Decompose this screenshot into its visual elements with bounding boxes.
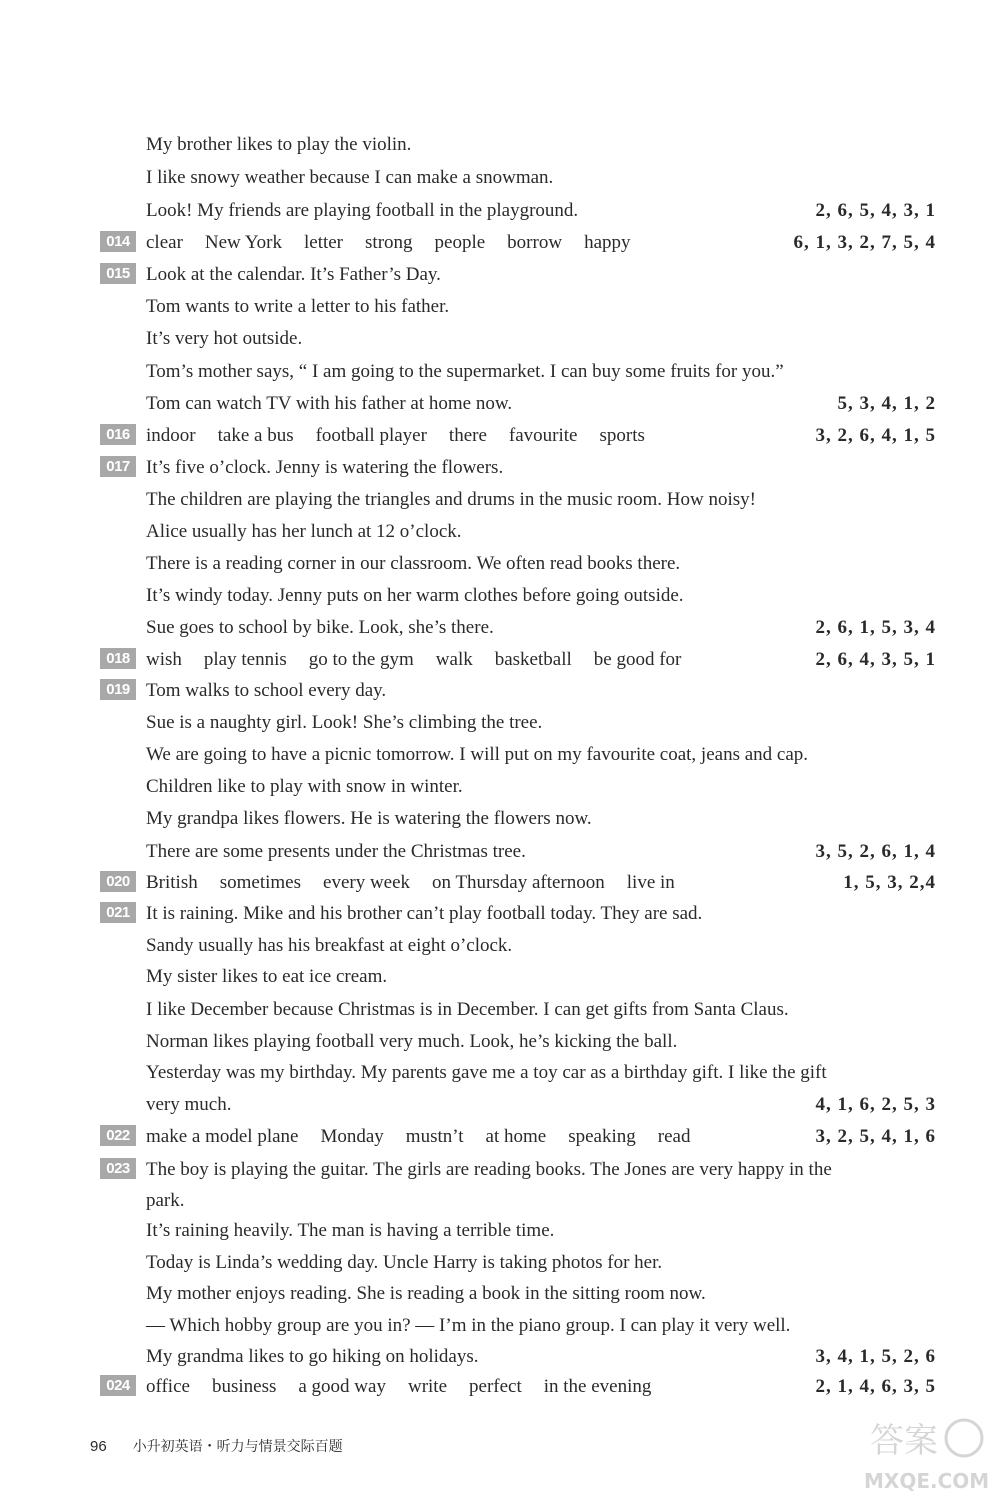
text-line — [0, 517, 1000, 549]
word-item: make a model plane — [146, 1126, 299, 1147]
line-text: Children like to play with snow in winter. — [146, 776, 463, 797]
line-text: Alice usually has her lunch at 12 o’clock. — [146, 521, 462, 542]
line-text: Tom wants to write a letter to his father. — [146, 296, 450, 317]
text-line — [0, 868, 1000, 900]
line-text: My grandma likes to go hiking on holidays. — [146, 1346, 479, 1367]
line-text: We are going to have a picnic tomorrow. I will put on my favourite coat, jeans and cap. — [146, 744, 809, 765]
word-item: borrow — [507, 232, 563, 253]
word-item: British — [146, 872, 198, 893]
answer-sequence: 3, 2, 5, 4, 1, 6 — [815, 1126, 936, 1147]
word-item: go to the gym — [308, 649, 414, 670]
text-line — [0, 962, 1000, 994]
text-line — [0, 196, 1000, 228]
line-text: Sue goes to school by bike. Look, she’s there. — [146, 617, 494, 638]
line-text: There is a reading corner in our classroom. We often read books there. — [146, 553, 681, 574]
word-item: speaking — [568, 1126, 636, 1147]
answer-sequence: 3, 5, 2, 6, 1, 4 — [815, 841, 936, 862]
word-list — [146, 421, 667, 451]
line-text: Sue is a naughty girl. Look! She’s climbing the tree. — [146, 712, 543, 733]
word-item: Monday — [320, 1126, 384, 1147]
text-line — [0, 899, 1000, 931]
word-item: write — [407, 1376, 448, 1397]
answer-sequence: 5, 3, 4, 1, 2 — [837, 393, 936, 414]
question-number: 019 — [100, 679, 136, 700]
line-text: Tom walks to school every day. — [146, 680, 387, 701]
line-text: Yesterday was my birthday. My parents gave me a toy car as a birthday gift. I like the gift — [146, 1062, 827, 1083]
line-text: Today is Linda’s wedding day. Uncle Harry is taking photos for her. — [146, 1252, 663, 1273]
word-item: mustn’t — [405, 1126, 464, 1147]
answer-sequence: 6, 1, 3, 2, 7, 5, 4 — [793, 232, 936, 253]
line-text: Tom’s mother says, “ I am going to the supermarket. I can buy some fruits for you.” — [146, 361, 784, 382]
watermark-logo — [860, 1408, 990, 1498]
word-list — [146, 1122, 712, 1152]
word-item: there — [448, 425, 487, 446]
question-number: 022 — [100, 1125, 136, 1146]
line-text: My grandpa likes flowers. He is watering the flowers now. — [146, 808, 592, 829]
answer-sequence: 3, 4, 1, 5, 2, 6 — [815, 1346, 936, 1367]
word-list — [146, 228, 653, 258]
line-text: My sister likes to eat ice cream. — [146, 966, 388, 987]
line-text: The children are playing the triangles and drums in the music room. How noisy! — [146, 489, 756, 510]
text-line — [0, 485, 1000, 517]
question-number: 024 — [100, 1375, 136, 1396]
page-number: 96 — [90, 1438, 107, 1455]
text-line — [0, 1122, 1000, 1154]
word-item: sports — [599, 425, 645, 446]
line-text: Tom can watch TV with his father at home now. — [146, 393, 513, 414]
line-text: Sandy usually has his breakfast at eight o’clock. — [146, 935, 513, 956]
line-text: It’s raining heavily. The man is having a terrible time. — [146, 1220, 555, 1241]
line-text: very much. — [146, 1094, 232, 1115]
answer-sequence: 2, 6, 5, 4, 3, 1 — [815, 200, 936, 221]
text-line — [0, 1248, 1000, 1280]
text-line — [0, 549, 1000, 581]
line-text: It is raining. Mike and his brother can’t play football today. They are sad. — [146, 903, 703, 924]
text-line — [0, 837, 1000, 869]
question-number: 017 — [100, 456, 136, 477]
line-text: It’s windy today. Jenny puts on her warm clothes before going outside. — [146, 585, 684, 606]
line-text: I like December because Christmas is in December. I can get gifts from Santa Claus. — [146, 999, 789, 1020]
line-text: Look! My friends are playing football in the playground. — [146, 200, 579, 221]
watermark-bottom-text: MXQE.COM — [864, 1469, 990, 1493]
word-item: on Thursday afternoon — [432, 872, 605, 893]
page-footer — [90, 1432, 343, 1462]
text-line — [0, 645, 1000, 677]
word-item: indoor — [146, 425, 196, 446]
word-item: a good way — [298, 1376, 386, 1397]
word-item: New York — [204, 232, 282, 253]
text-line — [0, 453, 1000, 485]
book-title: 小升初英语・听力与情景交际百题 — [132, 1439, 343, 1455]
line-text: It’s five o’clock. Jenny is watering the flowers. — [146, 457, 504, 478]
word-item: sometimes — [219, 872, 302, 893]
word-item: basketball — [494, 649, 572, 670]
word-item: letter — [303, 232, 344, 253]
word-item: live in — [626, 872, 675, 893]
text-line — [0, 1342, 1000, 1374]
line-text: It’s very hot outside. — [146, 328, 303, 349]
text-line — [0, 357, 1000, 389]
text-line — [0, 804, 1000, 836]
text-line — [0, 389, 1000, 421]
text-line — [0, 708, 1000, 740]
line-text: The boy is playing the guitar. The girls are reading books. The Jones are very happy in the — [146, 1159, 832, 1180]
question-number: 014 — [100, 231, 136, 252]
line-text: park. — [146, 1190, 185, 1211]
text-line — [0, 772, 1000, 804]
word-list — [146, 1372, 673, 1402]
word-item: take a bus — [217, 425, 294, 446]
text-line — [0, 1372, 1000, 1404]
text-line — [0, 260, 1000, 292]
answer-sequence: 3, 2, 6, 4, 1, 5 — [815, 425, 936, 446]
word-item: favourite — [508, 425, 578, 446]
text-line — [0, 1216, 1000, 1248]
answer-sequence: 2, 1, 4, 6, 3, 5 — [815, 1376, 936, 1397]
text-line — [0, 1058, 1000, 1090]
answer-sequence: 4, 1, 6, 2, 5, 3 — [815, 1094, 936, 1115]
line-text: My brother likes to play the violin. — [146, 134, 412, 155]
text-line — [0, 1027, 1000, 1059]
text-line — [0, 324, 1000, 356]
answer-sequence: 1, 5, 3, 2,4 — [843, 872, 936, 893]
word-list — [146, 868, 697, 898]
word-item: read — [657, 1126, 691, 1147]
word-item: every week — [323, 872, 411, 893]
word-item: perfect — [469, 1376, 522, 1397]
text-line — [0, 613, 1000, 645]
text-line — [0, 130, 1000, 162]
word-item: be good for — [593, 649, 682, 670]
word-item: office — [146, 1376, 190, 1397]
word-item: clear — [146, 232, 183, 253]
text-line — [0, 1090, 1000, 1122]
text-line — [0, 1186, 1000, 1218]
line-text: — Which hobby group are you in? — I’m in the piano group. I can play it very well. — [146, 1315, 791, 1336]
text-line — [0, 581, 1000, 613]
line-text: I like snowy weather because I can make a snowman. — [146, 167, 554, 188]
answer-sequence: 2, 6, 1, 5, 3, 4 — [815, 617, 936, 638]
question-number: 016 — [100, 424, 136, 445]
question-number: 021 — [100, 902, 136, 923]
word-item: play tennis — [203, 649, 287, 670]
word-item: walk — [435, 649, 473, 670]
text-line — [0, 676, 1000, 708]
text-line — [0, 228, 1000, 260]
text-line — [0, 1279, 1000, 1311]
word-item: happy — [584, 232, 631, 253]
text-line — [0, 163, 1000, 195]
text-line — [0, 740, 1000, 772]
text-line — [0, 931, 1000, 963]
word-list — [146, 645, 703, 675]
line-text: Norman likes playing football very much. Look, he’s kicking the ball. — [146, 1031, 678, 1052]
question-number: 015 — [100, 263, 136, 284]
question-number: 018 — [100, 648, 136, 669]
word-item: business — [211, 1376, 277, 1397]
watermark-top-text: 答案 — [870, 1421, 938, 1461]
answer-sequence: 2, 6, 4, 3, 5, 1 — [815, 649, 936, 670]
word-item: people — [434, 232, 486, 253]
text-line — [0, 421, 1000, 453]
text-line — [0, 292, 1000, 324]
word-item: at home — [485, 1126, 547, 1147]
text-line — [0, 1155, 1000, 1187]
word-item: football player — [315, 425, 427, 446]
word-item: in the evening — [543, 1376, 652, 1397]
word-item: wish — [146, 649, 182, 670]
word-item: strong — [365, 232, 413, 253]
text-line — [0, 1311, 1000, 1343]
question-number: 020 — [100, 871, 136, 892]
line-text: There are some presents under the Christmas tree. — [146, 841, 526, 862]
line-text: Look at the calendar. It’s Father’s Day. — [146, 264, 441, 285]
text-line — [0, 995, 1000, 1027]
question-number: 023 — [100, 1158, 136, 1179]
line-text: My mother enjoys reading. She is reading a book in the sitting room now. — [146, 1283, 706, 1304]
